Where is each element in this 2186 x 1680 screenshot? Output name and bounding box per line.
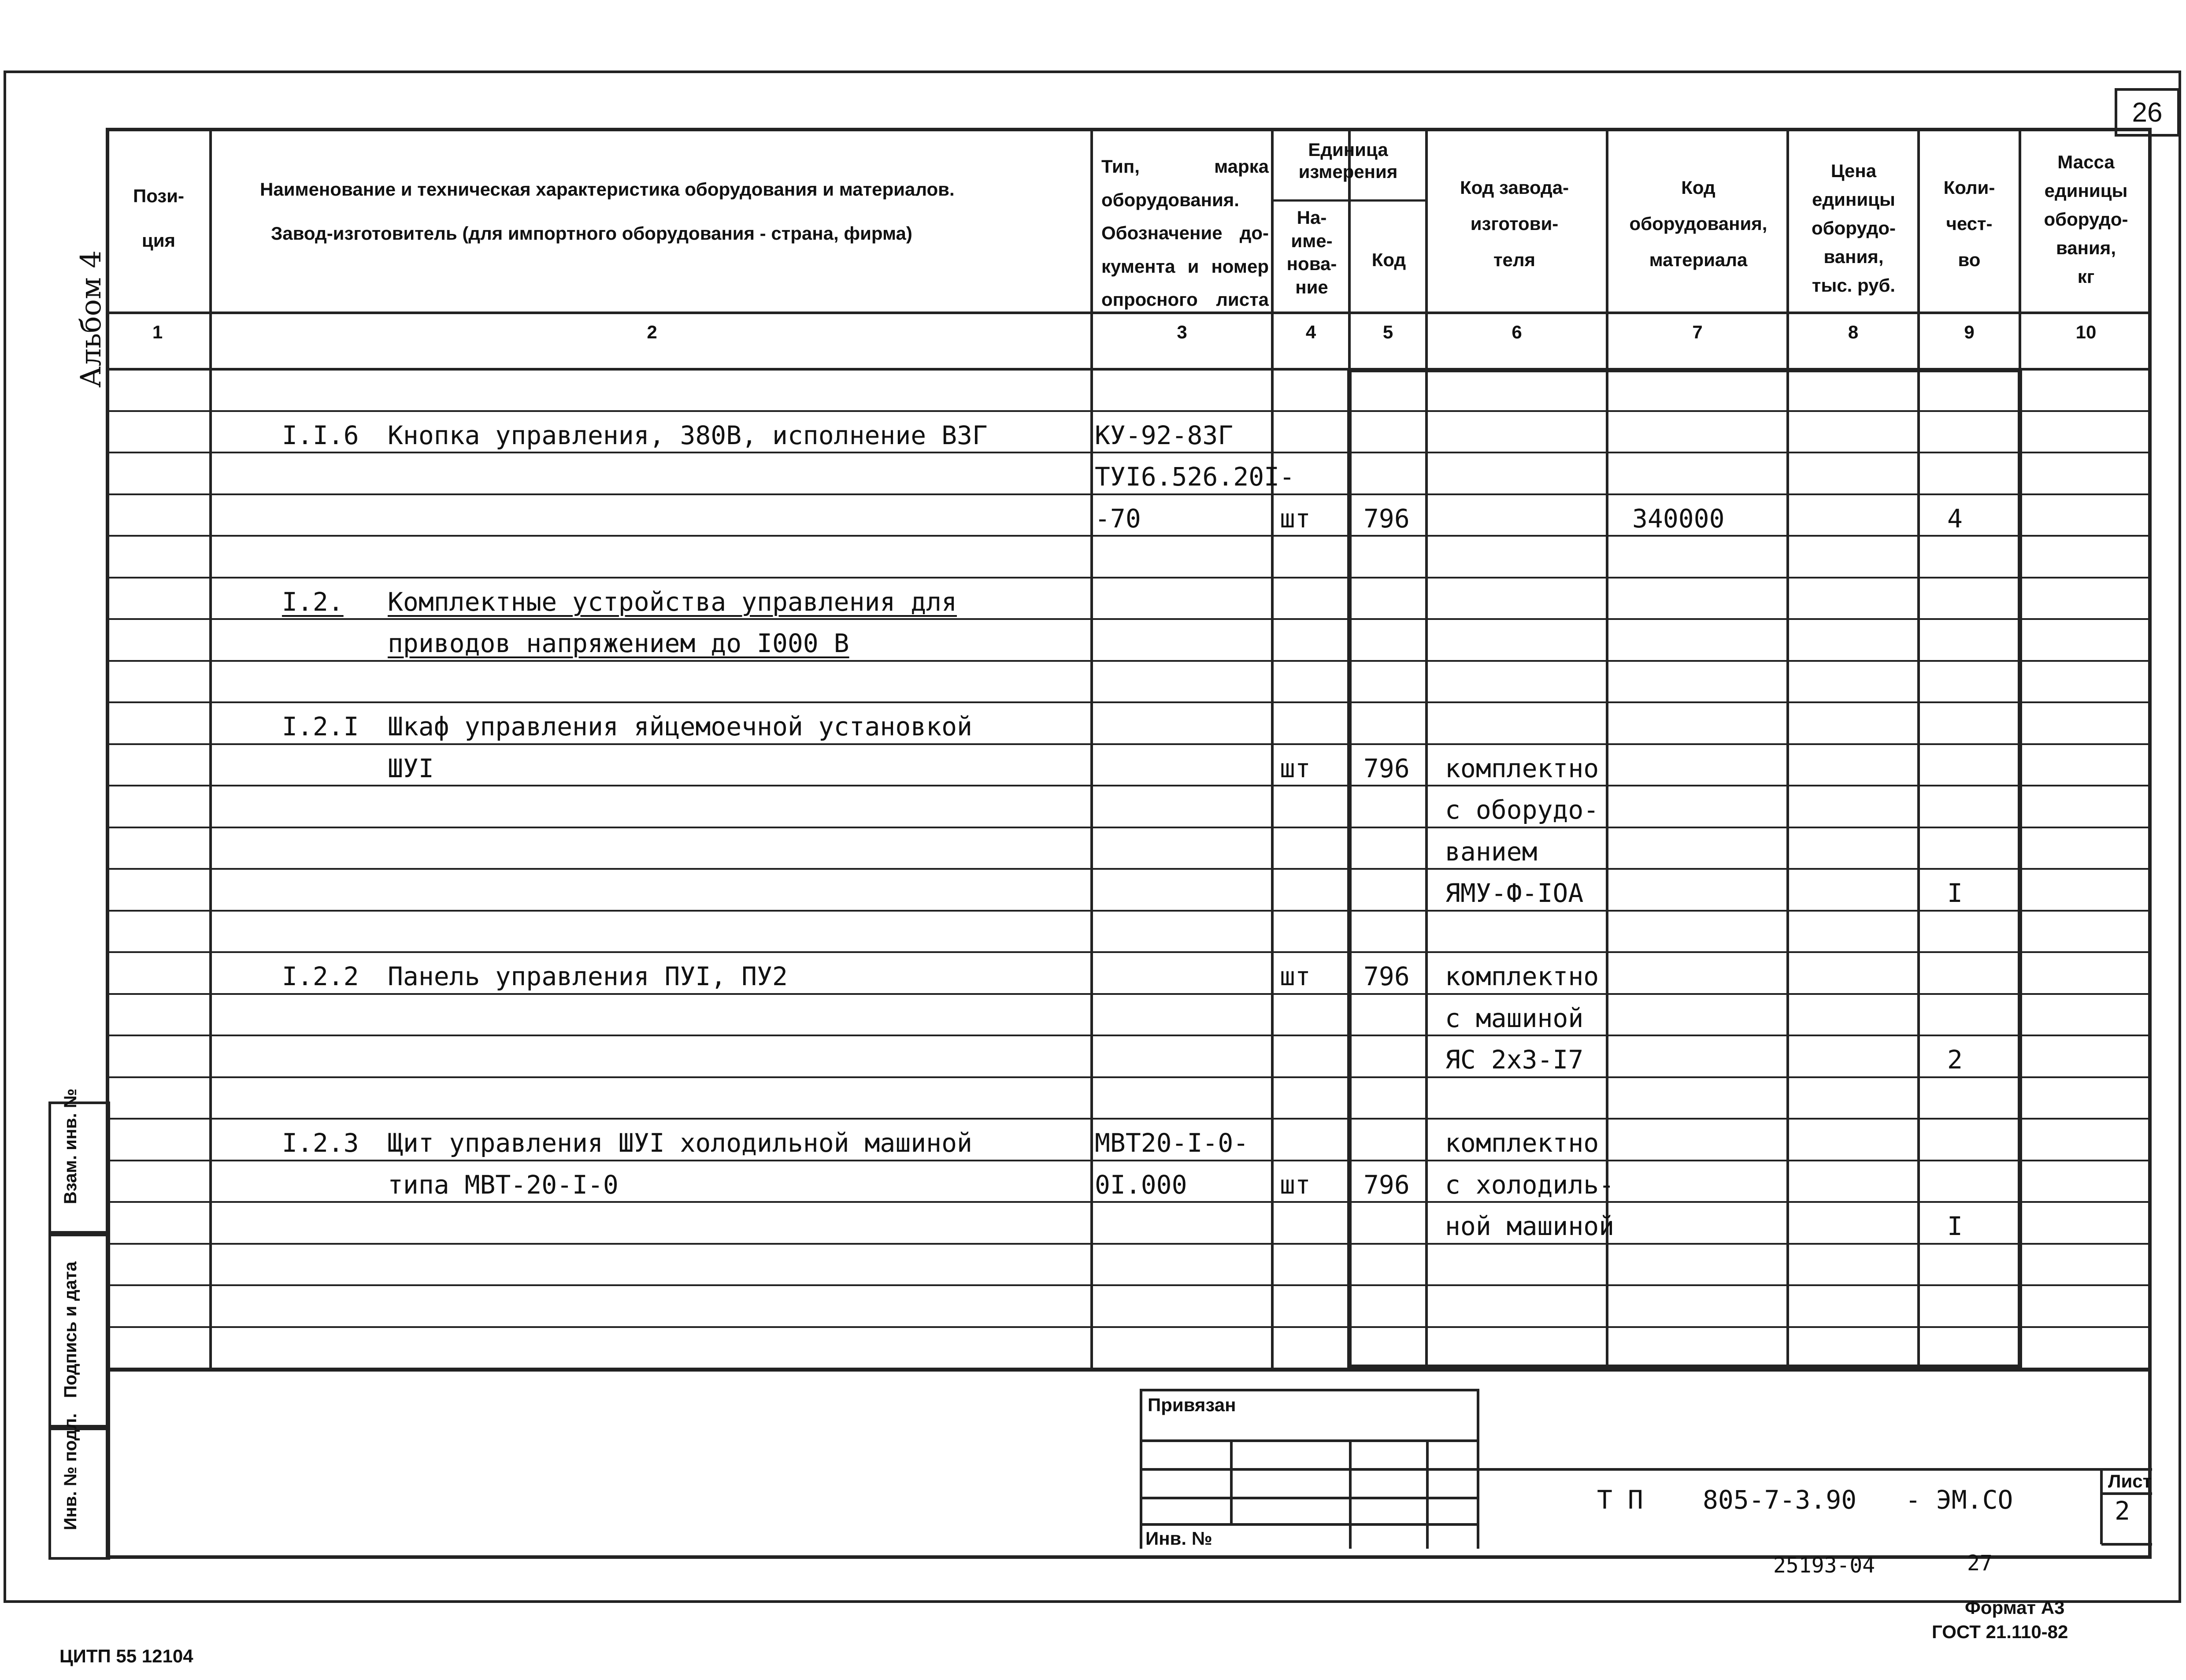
table-cell-qty: I (1947, 878, 1963, 908)
table-cell-type: КУ-92-83Г (1095, 420, 1234, 450)
table-cell-type: 0I.000 (1095, 1170, 1187, 1200)
table-cell-unit: шт (1280, 961, 1311, 991)
header-type: Тип, марка оборудования. Обозначение до-кумента и номер опросного листа (1101, 156, 1269, 310)
table-cell-qty: I (1947, 1211, 1963, 1241)
header-equipment-code: Код оборудования, материала (1629, 177, 1767, 270)
column-number: 8 (1848, 322, 1859, 342)
header-maker-code: Код завода- изготови- теля (1460, 177, 1569, 270)
header-mass: Масса единицы оборудо- вания, кг (2044, 152, 2128, 287)
sheet-number: 2 (2115, 1496, 2130, 1526)
header-unit-code: Код (1371, 249, 1406, 270)
table-cell-equip: 340000 (1632, 504, 1725, 534)
table-cell-maker: ной машиной (1445, 1211, 1615, 1241)
sheet-label: Лист (2108, 1471, 2152, 1491)
table-cell-maker: с холодиль- (1445, 1170, 1615, 1200)
table-cell-name: Шкаф управления яйцемоечной установкой (388, 712, 972, 742)
header-name-line1: Наименование и техническая характеристика оборудования и материалов. (260, 179, 955, 200)
column-number: 4 (1305, 322, 1316, 342)
table-cell-name: ШУI (388, 753, 434, 783)
table-cell-maker: комплектно (1445, 961, 1599, 991)
table-cell-name: Щит управления ШУI холодильной машиной (388, 1128, 972, 1158)
table-cell-unit: шт (1280, 1170, 1311, 1200)
table-cell-unit: шт (1280, 504, 1311, 534)
table-cell-name: Кнопка управления, 380В, исполнение ВЗГ (388, 420, 988, 450)
table-cell-name: Панель управления ПУI, ПУ2 (388, 961, 788, 991)
table-cell-type: -70 (1095, 504, 1141, 534)
column-number: 2 (647, 322, 657, 342)
column-number: 5 (1382, 322, 1393, 342)
inv-number-label: Инв. № (1145, 1528, 1212, 1549)
table-cell-type: МВТ20-I-0- (1095, 1128, 1249, 1158)
stamp-inv-original: Инв. № подл. (48, 1428, 110, 1560)
column-number: 7 (1692, 322, 1703, 342)
stamp-signature-date: Подпись и дата (48, 1234, 110, 1428)
table-cell-name: типа МВТ-20-I-0 (388, 1170, 619, 1200)
format-label: Формат А3 (1965, 1597, 2065, 1618)
column-number: 9 (1964, 322, 1975, 342)
table-cell-pos: I.2. (282, 587, 344, 617)
bound-label: Привязан (1148, 1394, 1236, 1415)
gost-label: ГОСТ 21.110-82 (1932, 1621, 2068, 1642)
column-number: 3 (1177, 322, 1187, 342)
handwritten-page-number: 27 (1967, 1551, 1993, 1576)
column-number: 1 (152, 322, 163, 342)
table-cell-pos: I.2.3 (282, 1128, 359, 1158)
column-number: 10 (2075, 322, 2097, 342)
table-cell-maker: с оборудо- (1445, 795, 1599, 825)
table-cell-maker: ванием (1445, 837, 1538, 867)
table-cell-maker: с машиной (1445, 1003, 1584, 1033)
table-cell-pos: I.2.I (282, 712, 359, 742)
table-cell-maker: ЯС 2х3-I7 (1445, 1045, 1584, 1075)
table-cell-name: приводов напряжением до I000 В (388, 628, 849, 658)
table-cell-code: 796 (1363, 1170, 1410, 1200)
table-cell-qty: 2 (1947, 1045, 1963, 1075)
sheet-corner-number: 26 (2115, 88, 2180, 137)
table-cell-pos: I.I.6 (282, 420, 359, 450)
table-cell-code: 796 (1363, 961, 1410, 991)
table-cell-maker: комплектно (1445, 1128, 1599, 1158)
handwritten-archive-number: 25193-04 (1773, 1553, 1875, 1578)
stamp-replaced-inv: Взам. инв. № (48, 1101, 110, 1234)
header-unit-name: На- име- нова- ние (1286, 207, 1337, 297)
doc-prefix: Т П (1597, 1485, 1643, 1515)
header-position: Пози- ция (133, 185, 184, 251)
table-cell-maker: ЯМУ-Ф-IOA (1445, 878, 1584, 908)
doc-suffix: - ЭМ.СО (1905, 1485, 2013, 1515)
column-number: 6 (1512, 322, 1522, 342)
doc-number: 805-7-3.90 (1703, 1485, 1857, 1515)
header-unit-group: Единица измерения (1298, 139, 1398, 182)
album-label: Альбом 4 (75, 250, 107, 388)
table-cell-maker: комплектно (1445, 753, 1599, 783)
table-cell-code: 796 (1363, 753, 1410, 783)
table-cell-name: Комплектные устройства управления для (388, 587, 957, 617)
header-quantity: Коли- чест- во (1943, 177, 1995, 270)
table-cell-pos: I.2.2 (282, 961, 359, 991)
table-cell-type: ТУI6.526.20I- (1095, 462, 1295, 492)
header-price: Цена единицы оборудо- вания, тыс. руб. (1812, 160, 1896, 296)
table-cell-code: 796 (1363, 504, 1410, 534)
header-name-line2: Завод-изготовитель (для импортного оборудования - страна, фирма) (271, 223, 912, 244)
table-cell-unit: шт (1280, 753, 1311, 783)
printer-label: ЦИТП 55 12104 (59, 1646, 193, 1666)
table-cell-qty: 4 (1947, 504, 1963, 534)
